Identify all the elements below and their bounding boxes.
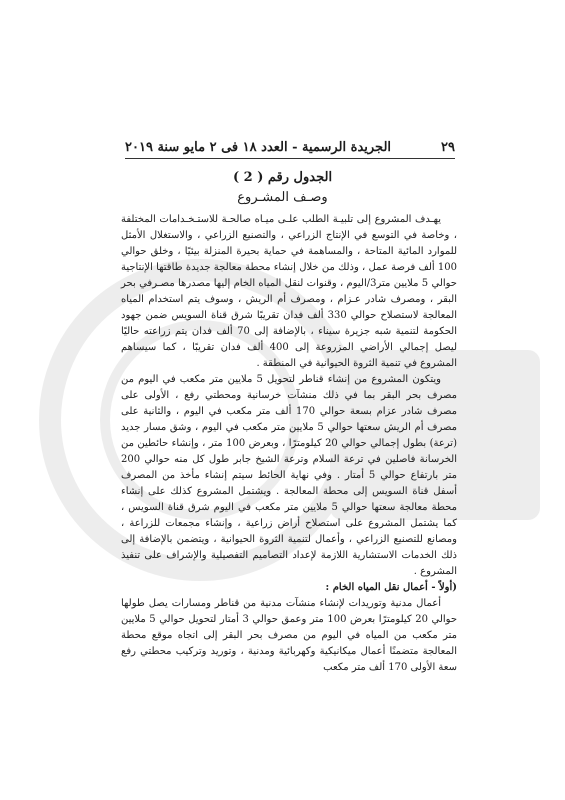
body-text <box>121 212 457 676</box>
table-title: الجدول رقم ( 2 ) <box>232 170 333 185</box>
section-subtitle: وصـف المشـروع <box>237 190 328 205</box>
paragraph-raw-water: أعمال مدنية وتوريدات لإنشاء منشآت مدنية من قناطر ومسارات يصل طولها حوالي 20 كيلومترًا بعرض 100 متر وعمق حوالي 3 أمتار لتحويل حوالي 5 ملايين متر مكعب من المياه في اليوم من مصرف بحر البقر إلى اتجاه موقع محطة المعالجة متضمنًا أعمال ميكانيكية وكهربائية ومدنية ، وتوريد وتركيب محطتي رفع سعة الأولى 170 ألف متر مكعب <box>121 598 458 673</box>
section-heading: (أولاً - أعمال نقل المياه الخام : <box>325 582 457 593</box>
header-rule <box>125 158 455 159</box>
running-header <box>125 137 455 157</box>
running-title: الجريدة الرسمية - العدد ١٨ فى ٢ مايو سنة ٢٠١٩ <box>125 139 392 155</box>
page-number: ٢٩ <box>441 139 455 155</box>
paragraph-objective: يهـدف المشروع إلى تلبيـة الطلب علـى ميـاه صالحـة للاستـخـدامات المختلفة ، وخاصة في التوسع في الإنتاج الزراعي ، والتصنيع الزراعي ، والاستغلال الأمثل للموارد المائية المتاحة ، والمساهمة في حماية بحيرة المنزلة بيئيًا ، وخلق حوالي 100 ألف فرصة عمل ، وذلك من خلال إنشاء محطة معالجة جديدة طاقتها الإنتاجية حوالي 5 ملايين متر3/اليوم ، وقنوات لنقل المياه الخام إليها مصدرها مصـرفي بحر البقر ، ومصرف شادر عـزام ، ومصرف أم الريش ، وسوف يتم استخدام المياه المعالجة لاستصلاح حوالي 330 ألف فدان تقريبًا شرق قناة السويس ضمن جهود الحكومة لتنمية شبه جزيرة سيناء ، بالإضافة إلى 70 ألف فدان يتم زراعته حاليًا ليصل إجمالي الأراضي المزروعة إلى 400 ألف فدان تقريبًا ، كما سيساهم المشروع في تنمية الثروة الحيوانية في المنطقة . <box>121 214 458 369</box>
paragraph-components: ويتكون المشروع من إنشاء قناطر لتحويل 5 ملايين متر مكعب في اليوم من مصرف بحر البقر بما في ذلك منشآت خرسانية ومحطتي رفع ، الأولى على مصرف شادر عزام بسعة حوالي 170 ألف متر مكعب في اليوم ، والثانية على مصرف أم الريش سعتها حوالي 5 ملايين متر مكعب في اليوم ، وشق مسار جديد (ترعة) بطول إجمالي حوالي 20 كيلومترًا ، وبعرض 100 متر ، وإنشاء حائطين من الخرسانة فاصلين في ترعة السلام وترعة الشيخ جابر طول كل منه حوالي 200 متر بارتفاع حوالي 5 أمتار . وفي نهاية الحائط سيتم إنشاء مأخذ من المصرف أسفل قناة السويس إلى محطة المعالجة . ويشتمل المشروع كذلك على إنشاء محطة معالجة سعتها حوالي 5 ملايين متر مكعب في اليوم شرق قناة السويس ، كما يشتمل المشروع على استصلاح أراض زراعية ، وإنشاء مجمعات للزراعة ، ومصانع للتصنيع الزراعي ، وأعمال لتنمية الثروة الحيوانية ، ويتضمن بالإضافة إلى ذلك الخدمات الاستشارية اللازمة لإعداد التصاميم التفصيلية والإشراف على تنفيذ المشروع . <box>121 374 458 577</box>
